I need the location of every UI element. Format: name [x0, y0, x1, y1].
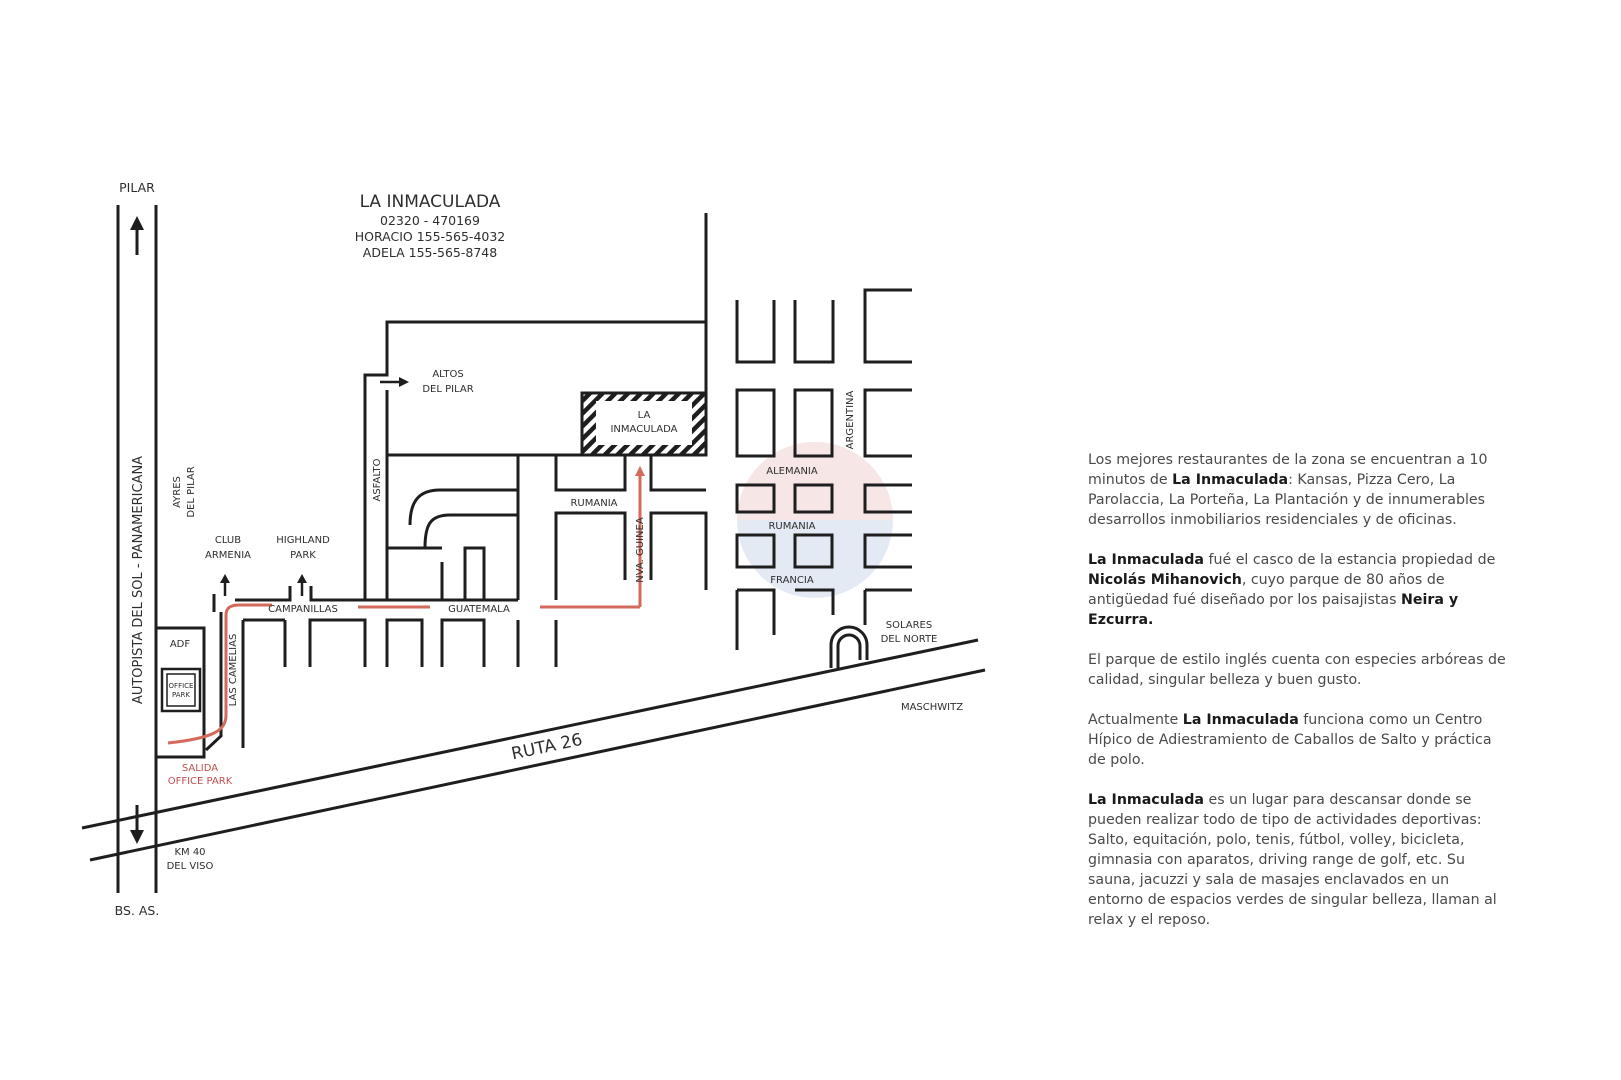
ayres-label-1: AYRES: [172, 476, 183, 508]
parcel-label-2: INMACULADA: [610, 424, 678, 435]
phone-number: 02320 - 470169: [380, 213, 480, 228]
solares-arch: [831, 627, 867, 668]
info-paragraph-3: El parque de estilo inglés cuenta con especies arbóreas de calidad, singular belleza y buen gusto.: [1088, 652, 1506, 688]
map-title: LA INMACULADA: [359, 192, 501, 212]
highland-arrow-icon: [297, 574, 307, 596]
campanillas-label: CAMPANILLAS: [268, 604, 338, 615]
local-streets: [206, 213, 706, 750]
info-paragraph-5: La Inmaculada es un lugar para descansar donde se pueden realizar todo de tipo de actividades deportivas: Salto, equitación, polo, tenis, fútbol, volley, bicicleta, gimnasia con aparatos, driving range de golf, etc. Su sauna, jacuzzi y sala de masajes enclavados en un entorno de espacios verdes de singular belleza, llaman al relax y el reposo.: [1088, 792, 1497, 928]
info-text: [1088, 450, 1508, 950]
rumania-right-label: RUMANIA: [768, 521, 816, 532]
alemania-label: ALEMANIA: [766, 466, 818, 477]
south-arrow-icon: [130, 805, 144, 844]
km-label-1: KM 40: [174, 847, 206, 858]
solares-label-1: SOLARES: [885, 620, 933, 631]
info-paragraph-2: La Inmaculada fué el casco de la estancia propiedad de Nicolás Mihanovich, cuyo parque de 80 años de antigüedad fué diseñado por los paisajistas Neira y Ezcurra.: [1088, 552, 1496, 628]
adela-phone: ADELA 155-565-8748: [362, 245, 498, 260]
ayres-label-2: DEL PILAR: [186, 466, 197, 518]
ruta-26-label: RUTA 26: [509, 729, 585, 765]
solares-label-2: DEL NORTE: [880, 634, 938, 645]
pilar-label: PILAR: [119, 180, 155, 195]
highland-label-2: PARK: [290, 550, 316, 561]
francia-label: FRANCIA: [770, 575, 814, 586]
salida-label-1: SALIDA: [181, 763, 219, 774]
office-park-label-2: PARK: [171, 691, 191, 699]
club-label-1: CLUB: [214, 535, 242, 546]
salida-label-2: OFFICE PARK: [167, 776, 233, 787]
office-park-label-1: OFFICE: [168, 682, 194, 690]
club-label-2: ARMENIA: [204, 550, 252, 561]
nva-guinea-label: NVA. GUINEA: [635, 517, 646, 583]
guatemala-label: GUATEMALA: [448, 604, 510, 615]
rumania-left-label: RUMANIA: [570, 498, 618, 509]
altos-label-1: ALTOS: [432, 369, 464, 380]
km-label-2: DEL VISO: [166, 861, 214, 872]
highland-label-1: HIGHLAND: [276, 535, 330, 546]
adf-label: ADF: [169, 639, 191, 650]
parcel-label-1: LA: [637, 410, 651, 421]
horacio-phone: HORACIO 155-565-4032: [354, 229, 506, 244]
north-arrow-icon: [130, 216, 144, 255]
info-paragraph-4: Actualmente La Inmaculada funciona como un Centro Hípico de Adiestramiento de Caballos de Salto y práctica de polo.: [1088, 712, 1492, 768]
highway-label: AUTOPISTA DEL SOL - PANAMERICANA: [131, 455, 146, 705]
club-armenia-arrow-icon: [220, 574, 230, 596]
asfalto-label: ASFALTO: [372, 458, 383, 502]
argentina-label: ARGENTINA: [845, 390, 856, 450]
maschwitz-label: MASCHWITZ: [900, 702, 964, 713]
bs-as-label: BS. AS.: [114, 903, 160, 918]
info-paragraph-1: Los mejores restaurantes de la zona se encuentran a 10 minutos de La Inmaculada: Kansas, Pizza Cero, La Parolaccia, La Porteña, La Plantación y de innumerables desarrollos inmobiliarios residenciales y de oficinas.: [1088, 452, 1488, 528]
altos-arrow-icon: [380, 377, 409, 387]
las-camelias-label: LAS CAMELIAS: [228, 633, 239, 707]
altos-label-2: DEL PILAR: [422, 384, 474, 395]
